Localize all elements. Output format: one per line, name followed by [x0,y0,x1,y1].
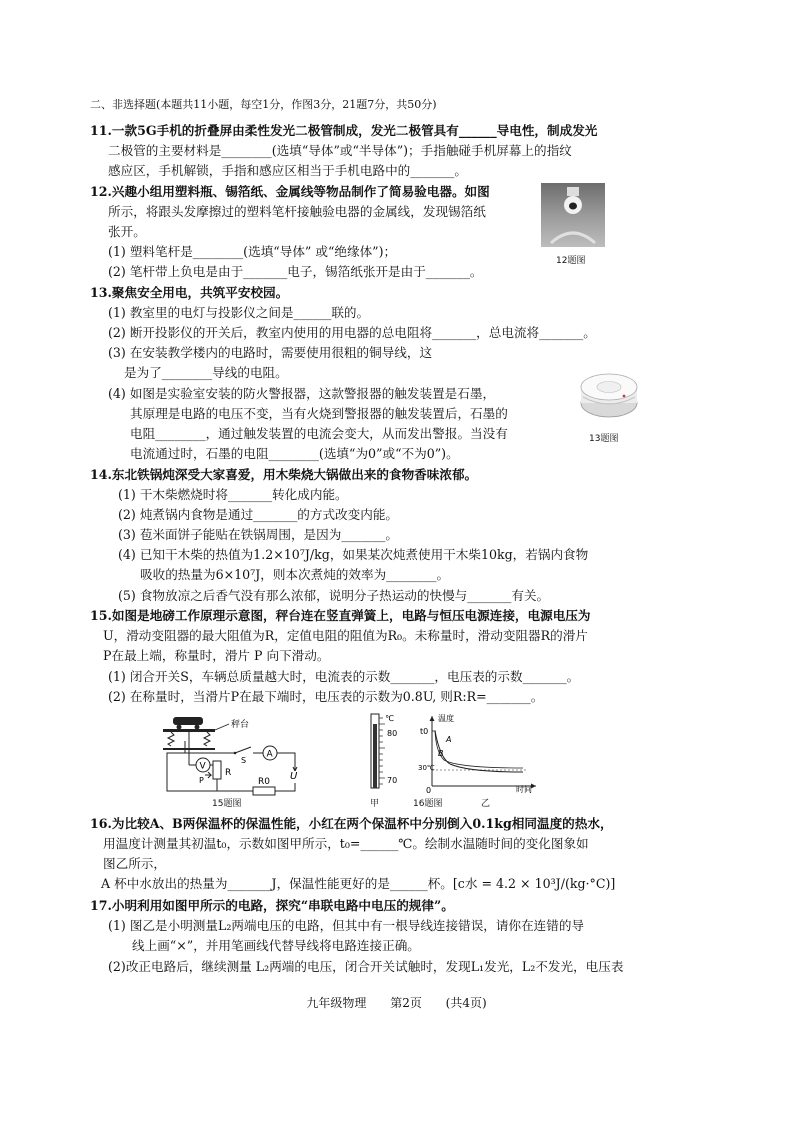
fig13-alarm-photo [578,367,640,423]
resistor-r0-label: R0 [258,777,270,787]
fig16-caption: 16题图 [413,799,443,809]
resistor-r-label: R [225,768,232,778]
q17-line-1: 17.小明利用如图甲所示的电路，探究“串联电路中电压的规律”。 [90,898,454,913]
platform-label: 秤台 [231,720,250,730]
q15-part-1: (1) 闭合开关S，车辆总质量越大时，电流表的示数_______，电压表的示数_______。 [108,669,580,684]
thermometer-tick-70: 70 [387,776,398,785]
q13-part-3a: (3) 在安装教学楼内的电路时，需要使用很粗的铜导线，这 [108,345,433,360]
q12-part-2: (2) 笔杆带上负电是由于_______电子，锡箔纸张开是由于_______。 [108,264,483,279]
q13-part-4a: (4) 如图是实验室安装的防火警报器，这款警报器的触发装置是石墨， [108,386,496,401]
q13-part-4b: 其原理是电路的电压不变，当有火烧到警报器的触发装置后，石墨的 [130,406,508,421]
q15-line-1: 15.如图是地磅工作原理示意图，秤台连在竖直弹簧上，电路与恒压电源连接，电源电压为 [90,608,591,623]
q14-line-1: 14.东北铁锅炖深受大家喜爱，用木柴烧大锅做出来的食物香味浓郁。 [90,467,478,482]
graph-curve-b-label: B [438,749,444,758]
q17-part-2: (2)改正电路后，继续测量 L₂两端的电压，闭合开关试触时，发现L₁发光，L₂不发光，电压表 [108,959,624,974]
q14-part-5: (5) 食物放凉之后香气没有那么浓郁，说明分子热运动的快慢与_______有关。 [118,588,550,603]
footer-page: 第2页 [390,996,422,1010]
fig16-thermometer [365,712,415,790]
q14-part-3: (3) 苞米面饼子能贴在铁锅周围，是因为_______。 [118,527,399,542]
switch-s-label: S [241,756,247,765]
q12-part-1: (1) 塑料笔杆是________(选填“导体” 或“绝缘体”)； [108,244,397,259]
fig15-caption: 15题图 [212,799,242,809]
source-u-label: U [290,771,298,782]
fig15-circuit [155,713,315,799]
q13-part-1: (1) 教室里的电灯与投影仪之间是______联的。 [108,305,370,320]
q13-part-4c: 电阻________，通过触发装置的电流会变大，从而发出警报。当没有 [130,426,508,441]
graph-origin-label: 0 [426,786,432,794]
q15-part-2: (2) 在称量时，当滑片P在最下端时，电压表的示数为0.8U, 则R:R=_______。 [108,689,544,704]
graph-y-axis-label: 温度 [438,714,454,723]
fig16-jia-caption: 甲 [370,799,380,809]
graph-30c-label: 30℃ [418,764,435,772]
q16-line-2: 用温度计测量其初温t₀，示数如图甲所示，t₀=______℃。绘制水温随时间的变化图象如 [103,836,589,851]
fig12-photo [541,183,605,247]
graph-t0-label: t0 [420,727,429,736]
fig12-caption: 12题图 [556,256,586,266]
q12-line-3: 张开。 [108,224,146,239]
q13-part-3b: 是为了________导线的电阻。 [124,365,288,380]
q15-line-3: P在最上端，称量时，滑片 P 向下滑动。 [103,648,330,663]
q14-part-2: (2) 炖煮锅内食物是通过_______的方式改变内能。 [118,507,399,522]
q14-part-4a: (4) 已知干木柴的热值为1.2×10⁷J/kg，如果某次炖煮使用干木柴10kg，若锅内食物 [118,547,589,562]
q17-part-1a: (1) 图乙是小明测量L₂两端电压的电路，但其中有一根导线连接错误，请你在连错的导 [108,918,585,933]
q14-part-4b: 吸收的热量为6×10⁷J，则本次煮炖的效率为________。 [140,567,450,582]
q12-line-1: 12.兴趣小组用塑料瓶、锡箔纸、金属线等物品制作了简易验电器。如图 [90,184,490,199]
q13-part-4d: 电流通过时，石墨的电阻________(选填“为0”或“不为0”)。 [130,446,459,461]
graph-x-axis-label: 时间 [516,785,532,794]
q11-line-2: 二极管的主要材料是________(选填“导体”或“半导体”)；手指触碰手机屏幕上的指纹 [108,143,572,158]
q12-line-2: 所示，将跟头发摩擦过的塑料笔杆接触验电器的金属线，发现锡箔纸 [108,204,486,219]
q11-line-3: 感应区，手机解锁，手指和感应区相当于手机电路中的_______。 [108,163,467,178]
q16-line-1: 16.为比较A、B两保温杯的保温性能，小红在两个保温杯中分别倒入0.1kg相同温度的热水， [90,816,613,831]
page-footer [0,994,793,1011]
q16-line-4: A 杯中水放出的热量为_______J，保温性能更好的是______杯。[c水 = 4.2 × 10³J/(kg·°C)] [101,876,616,891]
q17-part-1b: 线上画“×”，并用笔画线代替导线将电路连接正确。 [132,938,420,953]
thermometer-tick-80: 80 [387,729,398,738]
slider-p-label: P [199,776,204,785]
footer-total: (共4页) [445,996,487,1010]
q15-line-2: U，滑动变阻器的最大阻值为R，定值电阻的阻值为R₀。未称量时，滑动变阻器R的滑片 [103,628,588,643]
graph-curve-a-label: A [446,735,452,744]
q14-part-1: (1) 干木柴燃烧时将_______转化成内能。 [118,487,348,502]
thermometer-unit: ℃ [385,714,394,723]
q13-part-2: (2) 断开投影仪的开关后，教室内使用的用电器的总电阻将_______，总电流将_______。 [108,325,596,340]
fig13-caption: 13题图 [589,434,619,444]
q11-line-1: 11.一款5G手机的折叠屏由柔性发光二极管制成，发光二极管具有______导电性，制成发光 [90,123,598,138]
q13-line-1: 13.聚焦安全用电，共筑平安校园。 [90,285,289,300]
section-header: 二、非选择题(本题共11小题，每空1分，作图3分，21题7分，共50分) [90,98,437,111]
fig16-graph [418,712,543,794]
q16-line-3: 图乙所示， [103,856,166,871]
ammeter-label: A [266,749,273,760]
fig16-yi-caption: 乙 [481,799,491,809]
footer-subject: 九年级物理 [306,996,367,1010]
voltmeter-label: V [199,761,206,772]
